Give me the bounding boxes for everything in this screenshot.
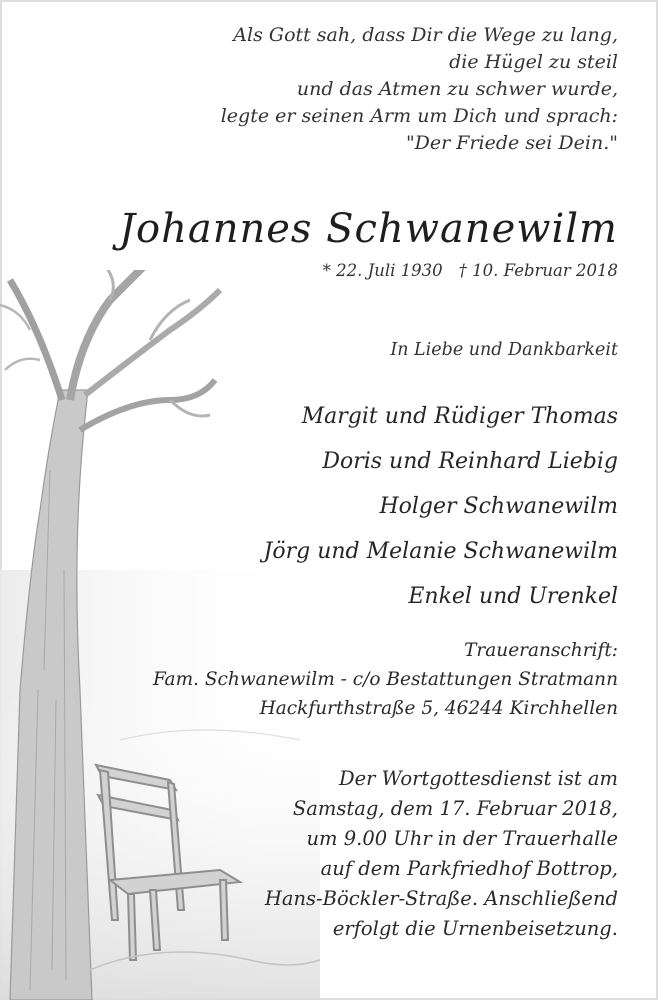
service-info	[265, 764, 618, 944]
mourner: Jörg und Melanie Schwanewilm	[263, 539, 618, 564]
poem-line: und das Atmen zu schwer wurde,	[296, 78, 618, 100]
address-line: Hackfurthstraße 5, 46244 Kirchhellen	[259, 698, 618, 719]
birth-date: * 22. Juli 1930	[322, 261, 443, 280]
service-line: erfolgt die Urnenbeisetzung.	[332, 917, 618, 940]
deceased-name: Johannes Schwanewilm	[118, 206, 618, 252]
mourner: Margit und Rüdiger Thomas	[301, 404, 618, 429]
service-line: um 9.00 Uhr in der Trauerhalle	[306, 827, 618, 850]
service-line: Samstag, dem 17. Februar 2018,	[292, 797, 618, 820]
mourner: Doris und Reinhard Liebig	[322, 449, 618, 474]
death-date: † 10. Februar 2018	[458, 261, 618, 280]
service-line: Hans-Böckler-Straße. Anschließend	[264, 887, 618, 910]
life-dates	[323, 261, 618, 280]
poem-line: "Der Friede sei Dein."	[405, 132, 618, 154]
mourner: Holger Schwanewilm	[379, 494, 618, 519]
address-line: Fam. Schwanewilm - c/o Bestattungen Stratmann	[152, 669, 618, 690]
mourners-list	[264, 394, 618, 619]
mourning-address	[153, 636, 618, 723]
service-line: Der Wortgottesdienst ist am	[338, 767, 618, 790]
poem-line: Als Gott sah, dass Dir die Wege zu lang,	[233, 24, 618, 46]
poem-line: die Hügel zu steil	[449, 51, 618, 73]
service-line: auf dem Parkfriedhof Bottrop,	[320, 857, 618, 880]
address-heading: Traueranschrift:	[464, 640, 618, 661]
poem-line: legte er seinen Arm um Dich und sprach:	[220, 105, 618, 127]
mourner: Enkel und Urenkel	[408, 584, 618, 609]
memorial-poem	[221, 22, 618, 157]
dedication: In Liebe und Dankbarkeit	[390, 340, 618, 360]
